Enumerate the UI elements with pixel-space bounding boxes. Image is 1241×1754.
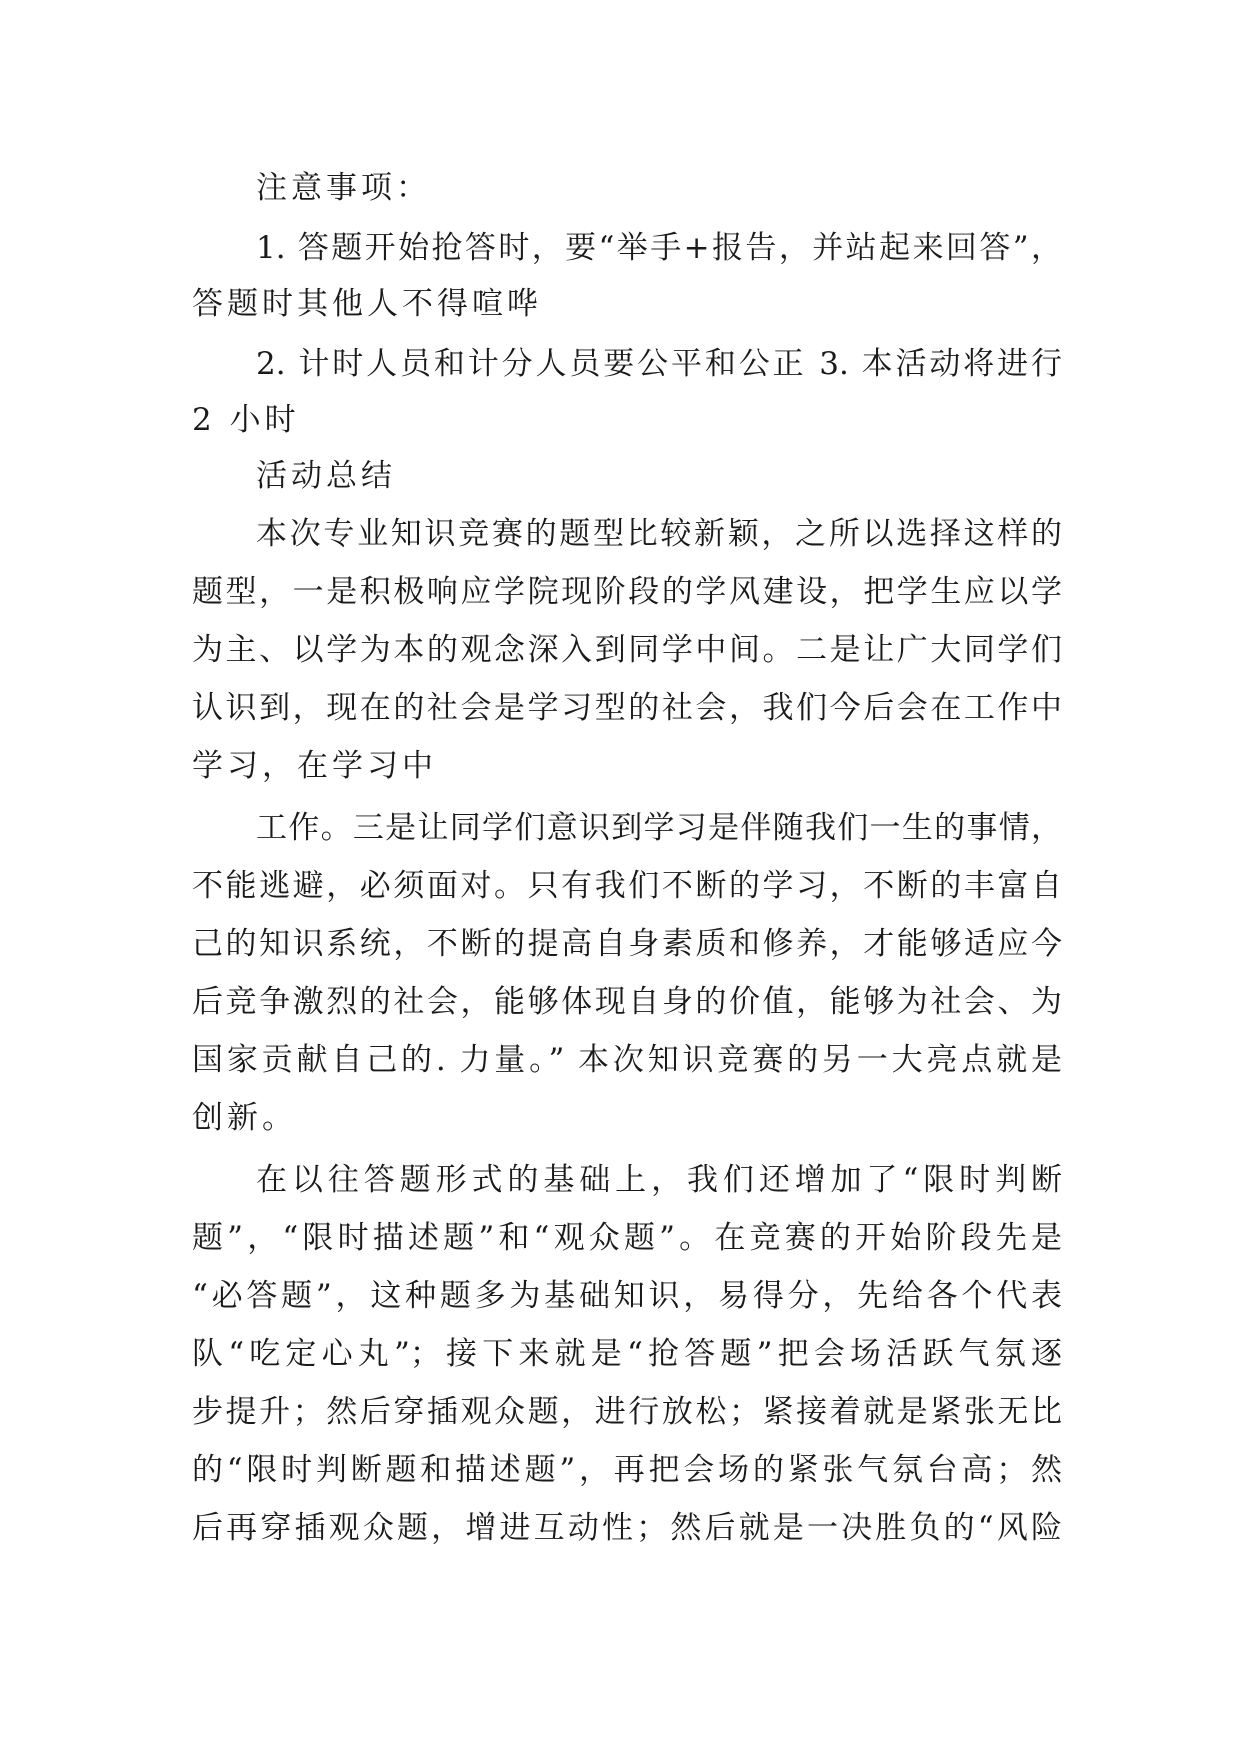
- summary-heading: 活动总结: [256, 458, 396, 494]
- notice-item-3-cont: 2 小时: [192, 402, 300, 438]
- paragraph-line: 不能逃避，必须面对。只有我们不断的学习，不断的丰富自: [192, 868, 1062, 904]
- paragraph-line: 题型，一是积极响应学院现阶段的学风建设，把学生应以学: [192, 574, 1062, 610]
- paragraph-line: 己的知识系统，不断的提高自身素质和修养，才能够适应今: [192, 926, 1062, 962]
- paragraph-line: 为主、以学为本的观念深入到同学中间。二是让广大同学们: [192, 632, 1062, 668]
- notice-item-1-cont: 答题时其他人不得喧哗: [192, 286, 542, 322]
- paragraph-line: 的“限时判断题和描述题”，再把会场的紧张气氛台高；然: [192, 1452, 1062, 1488]
- paragraph-line: 队“吃定心丸”；接下来就是“抢答题”把会场活跃气氛逐: [192, 1336, 1062, 1372]
- paragraph-line: 创新。: [192, 1100, 297, 1136]
- paragraph-line: 题”，“限时描述题”和“观众题”。在竞赛的开始阶段先是: [192, 1220, 1062, 1256]
- paragraph-line: 国家贡献自己的. 力量。” 本次知识竞赛的另一大亮点就是: [192, 1042, 1062, 1078]
- paragraph-line: 步提升；然后穿插观众题，进行放松；紧接着就是紧张无比: [192, 1394, 1062, 1430]
- paragraph-line: 本次专业知识竞赛的题型比较新颖，之所以选择这样的: [256, 516, 1062, 552]
- paragraph-line: 认识到，现在的社会是学习型的社会，我们今后会在工作中: [192, 690, 1062, 726]
- paragraph-line: 工作。三是让同学们意识到学习是伴随我们一生的事情，: [256, 810, 1062, 846]
- paragraph-line: 后竞争激烈的社会，能够体现自身的价值，能够为社会、为: [192, 984, 1062, 1020]
- notice-item-1: 1. 答题开始抢答时，要“举手+报告，并站起来回答”，: [256, 230, 1062, 266]
- notice-heading: 注意事项：: [256, 170, 431, 206]
- notice-item-2-3: 2. 计时人员和计分人员要公平和公正 3. 本活动将进行: [256, 346, 1062, 382]
- paragraph-line: 学习，在学习中: [192, 748, 437, 784]
- paragraph-line: 后再穿插观众题，增进互动性；然后就是一决胜负的“风险: [192, 1510, 1062, 1546]
- paragraph-line: “必答题”，这种题多为基础知识，易得分，先给各个代表: [192, 1278, 1062, 1314]
- paragraph-line: 在以往答题形式的基础上，我们还增加了“限时判断: [256, 1162, 1062, 1198]
